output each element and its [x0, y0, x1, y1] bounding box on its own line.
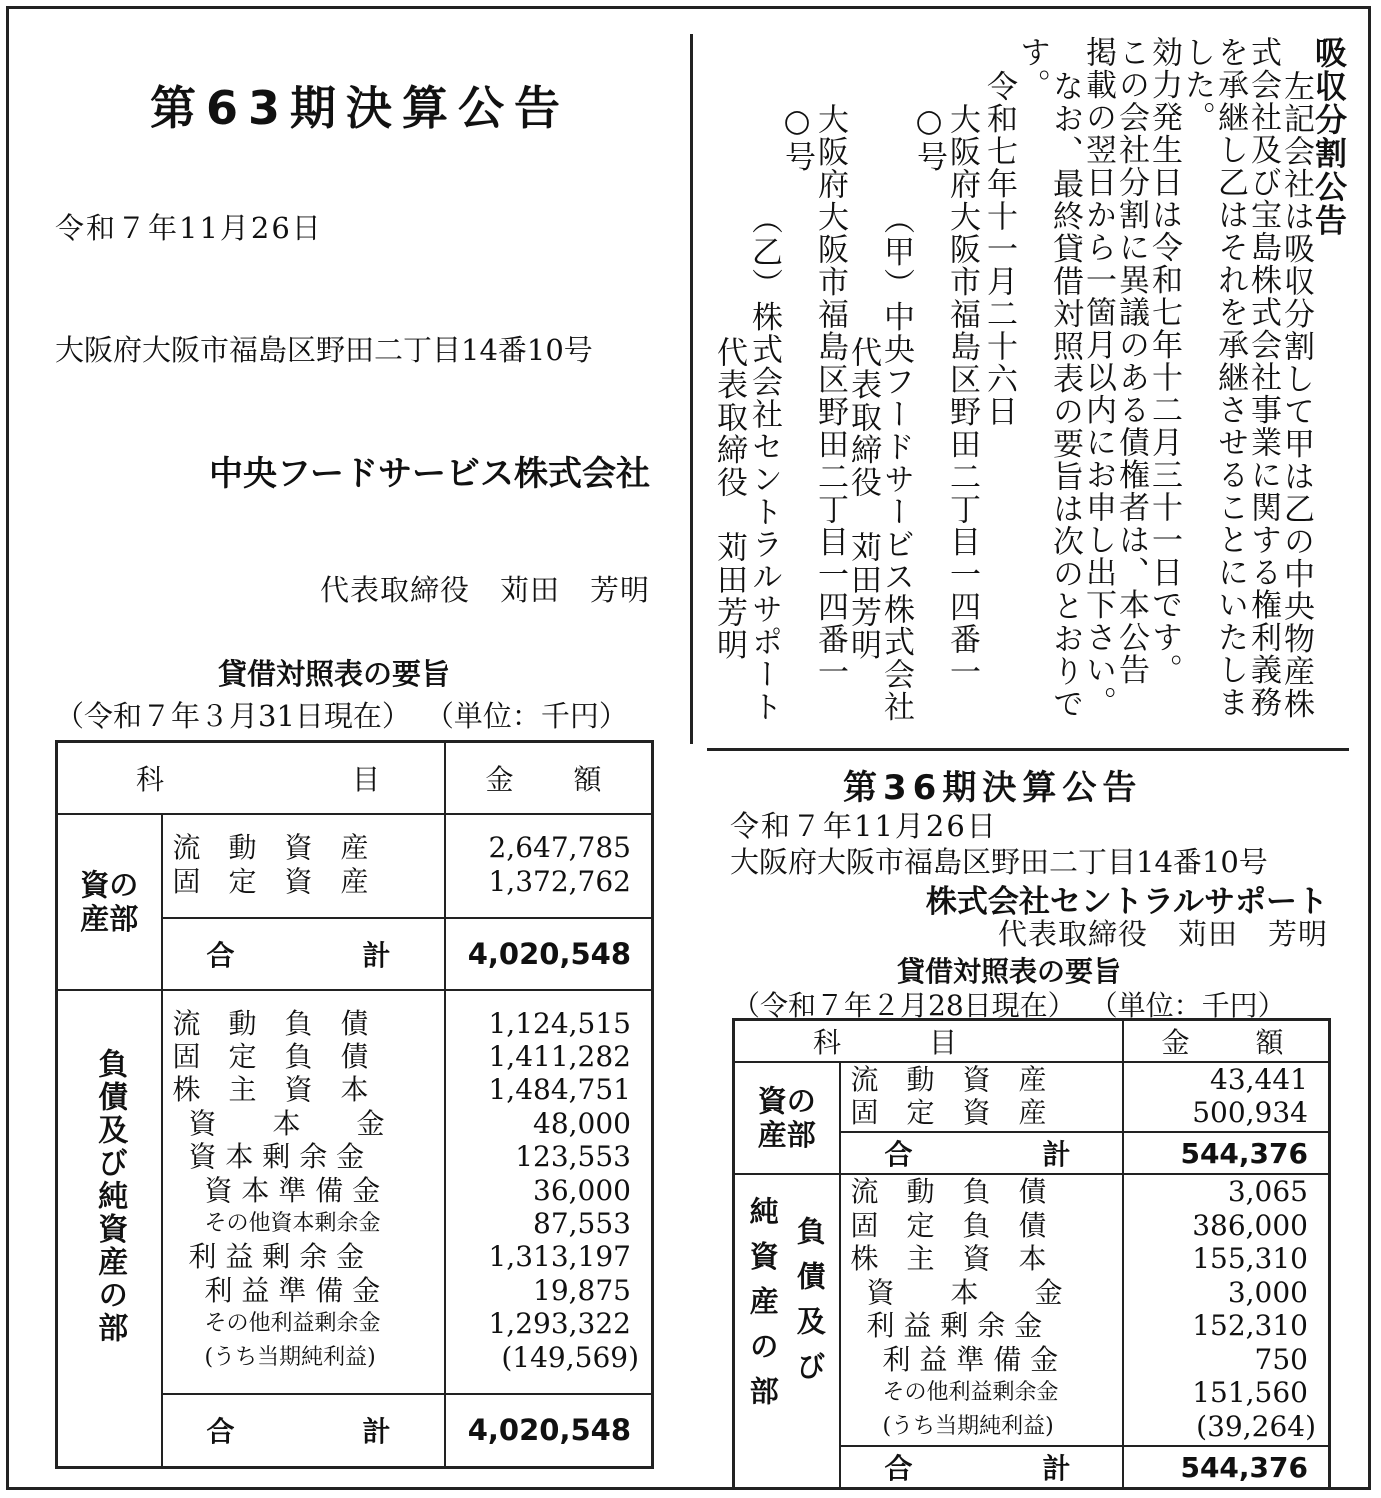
total-label-b: 計: [1042, 1138, 1071, 1171]
liab-value: 750: [1254, 1342, 1308, 1376]
left-unit: （単位：千円）: [424, 699, 628, 733]
header-item-a: 科: [136, 762, 165, 796]
asset-fixed-label: 固 定 資 産: [172, 864, 369, 898]
left-company-name: 中央フードサービス株式会社: [209, 454, 650, 494]
liabilities-section-label: [57, 990, 162, 1468]
right-balance-sheet: [732, 1018, 1331, 1490]
right-representative: 代表取締役 苅田 芳明: [997, 917, 1328, 951]
right-notice-date: 令和７年11月26日: [730, 809, 998, 843]
right-notice-address: 大阪府大阪市福島区野田二丁目14番10号: [730, 845, 1268, 879]
liab-value: 123,553: [515, 1140, 631, 1174]
total-label-a: 合: [884, 1452, 913, 1485]
liabilities-items: [162, 990, 445, 1394]
header-item-b: 目: [352, 762, 381, 796]
asset-fixed-value: 1,372,762: [488, 864, 631, 898]
liab-row: 資 本 金: [866, 1275, 1063, 1309]
liab-row: 固 定 負 債: [172, 1039, 369, 1073]
assets-section-label: [734, 1062, 840, 1174]
liab-row: 固 定 負 債: [850, 1208, 1047, 1242]
liab-label-col-b: 純資産の部: [745, 1196, 780, 1421]
left-balance-sheet: [55, 740, 654, 1469]
total-label-b: 計: [362, 1415, 391, 1449]
left-as-of: （令和７年３月31日現在）: [55, 699, 411, 733]
asset-current-label: 流 動 資 産: [850, 1063, 1047, 1096]
absorption-line: を承継し乙はそれを承継させることにいたしま: [1212, 36, 1248, 719]
liab-row: 利 益 準 備 金: [204, 1273, 381, 1307]
liabilities-values: [1123, 1174, 1330, 1446]
asset-current-value: 2,647,785: [488, 830, 631, 864]
assets-total-label: [162, 918, 445, 990]
liab-row: その他利益剰余金: [204, 1311, 381, 1337]
liab-value: 151,560: [1192, 1376, 1308, 1409]
liab-value: 1,313,197: [488, 1240, 631, 1274]
liab-value: (149,569): [501, 1340, 639, 1374]
liab-value: 87,553: [533, 1206, 631, 1240]
header-item-a: 科: [813, 1026, 842, 1059]
right-company-name: 株式会社セントラルサポート: [925, 884, 1328, 920]
assets-label-line1: 資の: [757, 1084, 816, 1118]
absorption-line: なお、最終貸借対照表の要旨は次のとおりで: [1047, 70, 1083, 720]
liab-row: 資 本 準 備 金: [204, 1173, 381, 1207]
liab-value: 152,310: [1192, 1309, 1308, 1342]
header-item-cell: [734, 1020, 1123, 1063]
liabilities-section-label: [734, 1174, 840, 1489]
assets-section-label: [57, 814, 162, 990]
liab-label-col-a: 負債及び: [792, 1216, 827, 1396]
total-label-b: 計: [362, 938, 391, 972]
liab-value: 1,411,282: [488, 1039, 631, 1073]
header-amount-b: 額: [573, 762, 602, 796]
assets-values: [445, 814, 653, 918]
assets-label-line2: 産部: [757, 1118, 816, 1152]
absorption-title: 吸収分割公告: [1310, 36, 1348, 237]
total-label-a: 合: [206, 938, 235, 972]
asset-fixed-value: 500,934: [1192, 1096, 1308, 1129]
left-notice-address: 大阪府大阪市福島区野田二丁目14番10号: [55, 333, 593, 367]
left-bs-title: 貸借対照表の要旨: [218, 657, 451, 691]
header-amount-cell: [1123, 1020, 1330, 1063]
absorption-line: 代表取締役 苅田芳明: [711, 336, 747, 661]
absorption-line: この会社分割に異議のある債権者は、本公告: [1113, 36, 1149, 686]
right-as-of: （令和７年２月28日現在）: [732, 989, 1076, 1022]
absorption-line: す。: [1014, 36, 1050, 101]
liab-total-value: 4,020,548: [445, 1394, 653, 1468]
liab-total-label: [162, 1394, 445, 1468]
liab-row: 利 益 剰 余 金: [188, 1240, 365, 1274]
liab-row: 流 動 負 債: [172, 1006, 369, 1040]
absorption-line: 左記会社は吸収分割して甲は乙の中央物産株: [1278, 70, 1314, 720]
absorption-line: 効力発生日は令和七年十二月三十一日です。: [1146, 36, 1182, 686]
absorption-line: （乙）株式会社セントラルサポート: [746, 203, 782, 723]
absorption-line: 式会社及び宝島株式会社事業に関する権利義務: [1245, 36, 1281, 719]
header-item-b: 目: [929, 1026, 958, 1059]
liab-value: 1,484,751: [488, 1073, 631, 1107]
total-label-b: 計: [1042, 1452, 1071, 1485]
liab-row: 流 動 負 債: [850, 1175, 1047, 1208]
assets-label-line2: 産部: [80, 901, 139, 936]
liab-value: 19,875: [533, 1273, 631, 1307]
liabilities-values: [445, 990, 653, 1394]
liab-label: 負債及び純資産の部: [92, 1048, 128, 1346]
total-label-a: 合: [206, 1415, 235, 1449]
liab-row: 資 本 剰 余 金: [188, 1140, 365, 1174]
liab-row: 資 本 金: [188, 1106, 385, 1140]
assets-total-value: 4,020,548: [445, 918, 653, 990]
left-representative: 代表取締役 苅田 芳明: [319, 573, 650, 607]
liab-row: 株 主 資 本: [172, 1073, 369, 1107]
liab-total-value: 544,376: [1123, 1446, 1330, 1489]
assets-total-label: [840, 1132, 1123, 1174]
horizontal-divider: [707, 748, 1349, 751]
asset-current-value: 43,441: [1210, 1063, 1308, 1096]
header-item-cell: [57, 742, 445, 814]
left-notice-title: 第63期決算公告: [150, 81, 571, 135]
liab-total-label: [840, 1446, 1123, 1489]
absorption-line: ○号: [779, 103, 815, 173]
absorption-line: 大阪府大阪市福島区野田二丁目一四番一: [944, 103, 980, 688]
header-amount-a: 金: [485, 762, 514, 796]
liab-row: (うち当期純利益): [204, 1344, 376, 1370]
assets-total-value: 544,376: [1123, 1132, 1330, 1174]
absorption-line: した。: [1179, 36, 1215, 134]
absorption-line: 代表取締役 苅田芳明: [845, 336, 881, 661]
liabilities-items: [840, 1174, 1123, 1446]
liab-value: 3,000: [1227, 1275, 1308, 1309]
liab-row: 株 主 資 本: [850, 1242, 1047, 1275]
assets-label-line1: 資の: [80, 867, 139, 902]
liab-value: 3,065: [1227, 1175, 1308, 1208]
liab-value: 1,293,322: [488, 1307, 631, 1341]
liab-row: その他利益剰余金: [882, 1380, 1059, 1405]
header-amount-cell: [445, 742, 653, 814]
assets-items: [162, 814, 445, 918]
absorption-line: ○号: [911, 103, 947, 173]
assets-values: [1123, 1062, 1330, 1132]
liab-value: 1,124,515: [488, 1006, 631, 1040]
liab-row: 利 益 剰 余 金: [866, 1309, 1043, 1342]
asset-fixed-label: 固 定 資 産: [850, 1096, 1047, 1129]
header-amount-b: 額: [1255, 1026, 1284, 1059]
left-as-of-date: [55, 694, 628, 735]
liab-value: 48,000: [533, 1106, 631, 1140]
absorption-line: 令和七年十一月二十六日: [981, 70, 1017, 428]
absorption-line: （甲）中央フードサービス株式会社: [878, 203, 914, 723]
liab-value: 36,000: [533, 1173, 631, 1207]
assets-items: [840, 1062, 1123, 1132]
header-amount-a: 金: [1161, 1026, 1190, 1059]
right-notice-title: 第36期決算公告: [843, 768, 1143, 808]
liab-row: その他資本剰余金: [204, 1210, 381, 1236]
vertical-divider: [690, 34, 693, 744]
liab-value: (39,264): [1196, 1409, 1316, 1443]
absorption-line: 大阪府大阪市福島区野田二丁目一四番一: [812, 103, 848, 688]
total-label-a: 合: [884, 1138, 913, 1171]
right-bs-title: 貸借対照表の要旨: [897, 955, 1122, 988]
liab-value: 155,310: [1192, 1242, 1308, 1275]
liab-row: 利 益 準 備 金: [882, 1342, 1059, 1376]
absorption-line: 掲載の翌日から一箇月以内にお申し出下さい。: [1080, 36, 1116, 719]
right-unit: （単位：千円）: [1089, 989, 1286, 1022]
left-notice-date: 令和７年11月26日: [55, 211, 323, 245]
liab-value: 386,000: [1192, 1208, 1308, 1242]
liab-row: (うち当期純利益): [882, 1413, 1054, 1439]
asset-current-label: 流 動 資 産: [172, 830, 369, 864]
